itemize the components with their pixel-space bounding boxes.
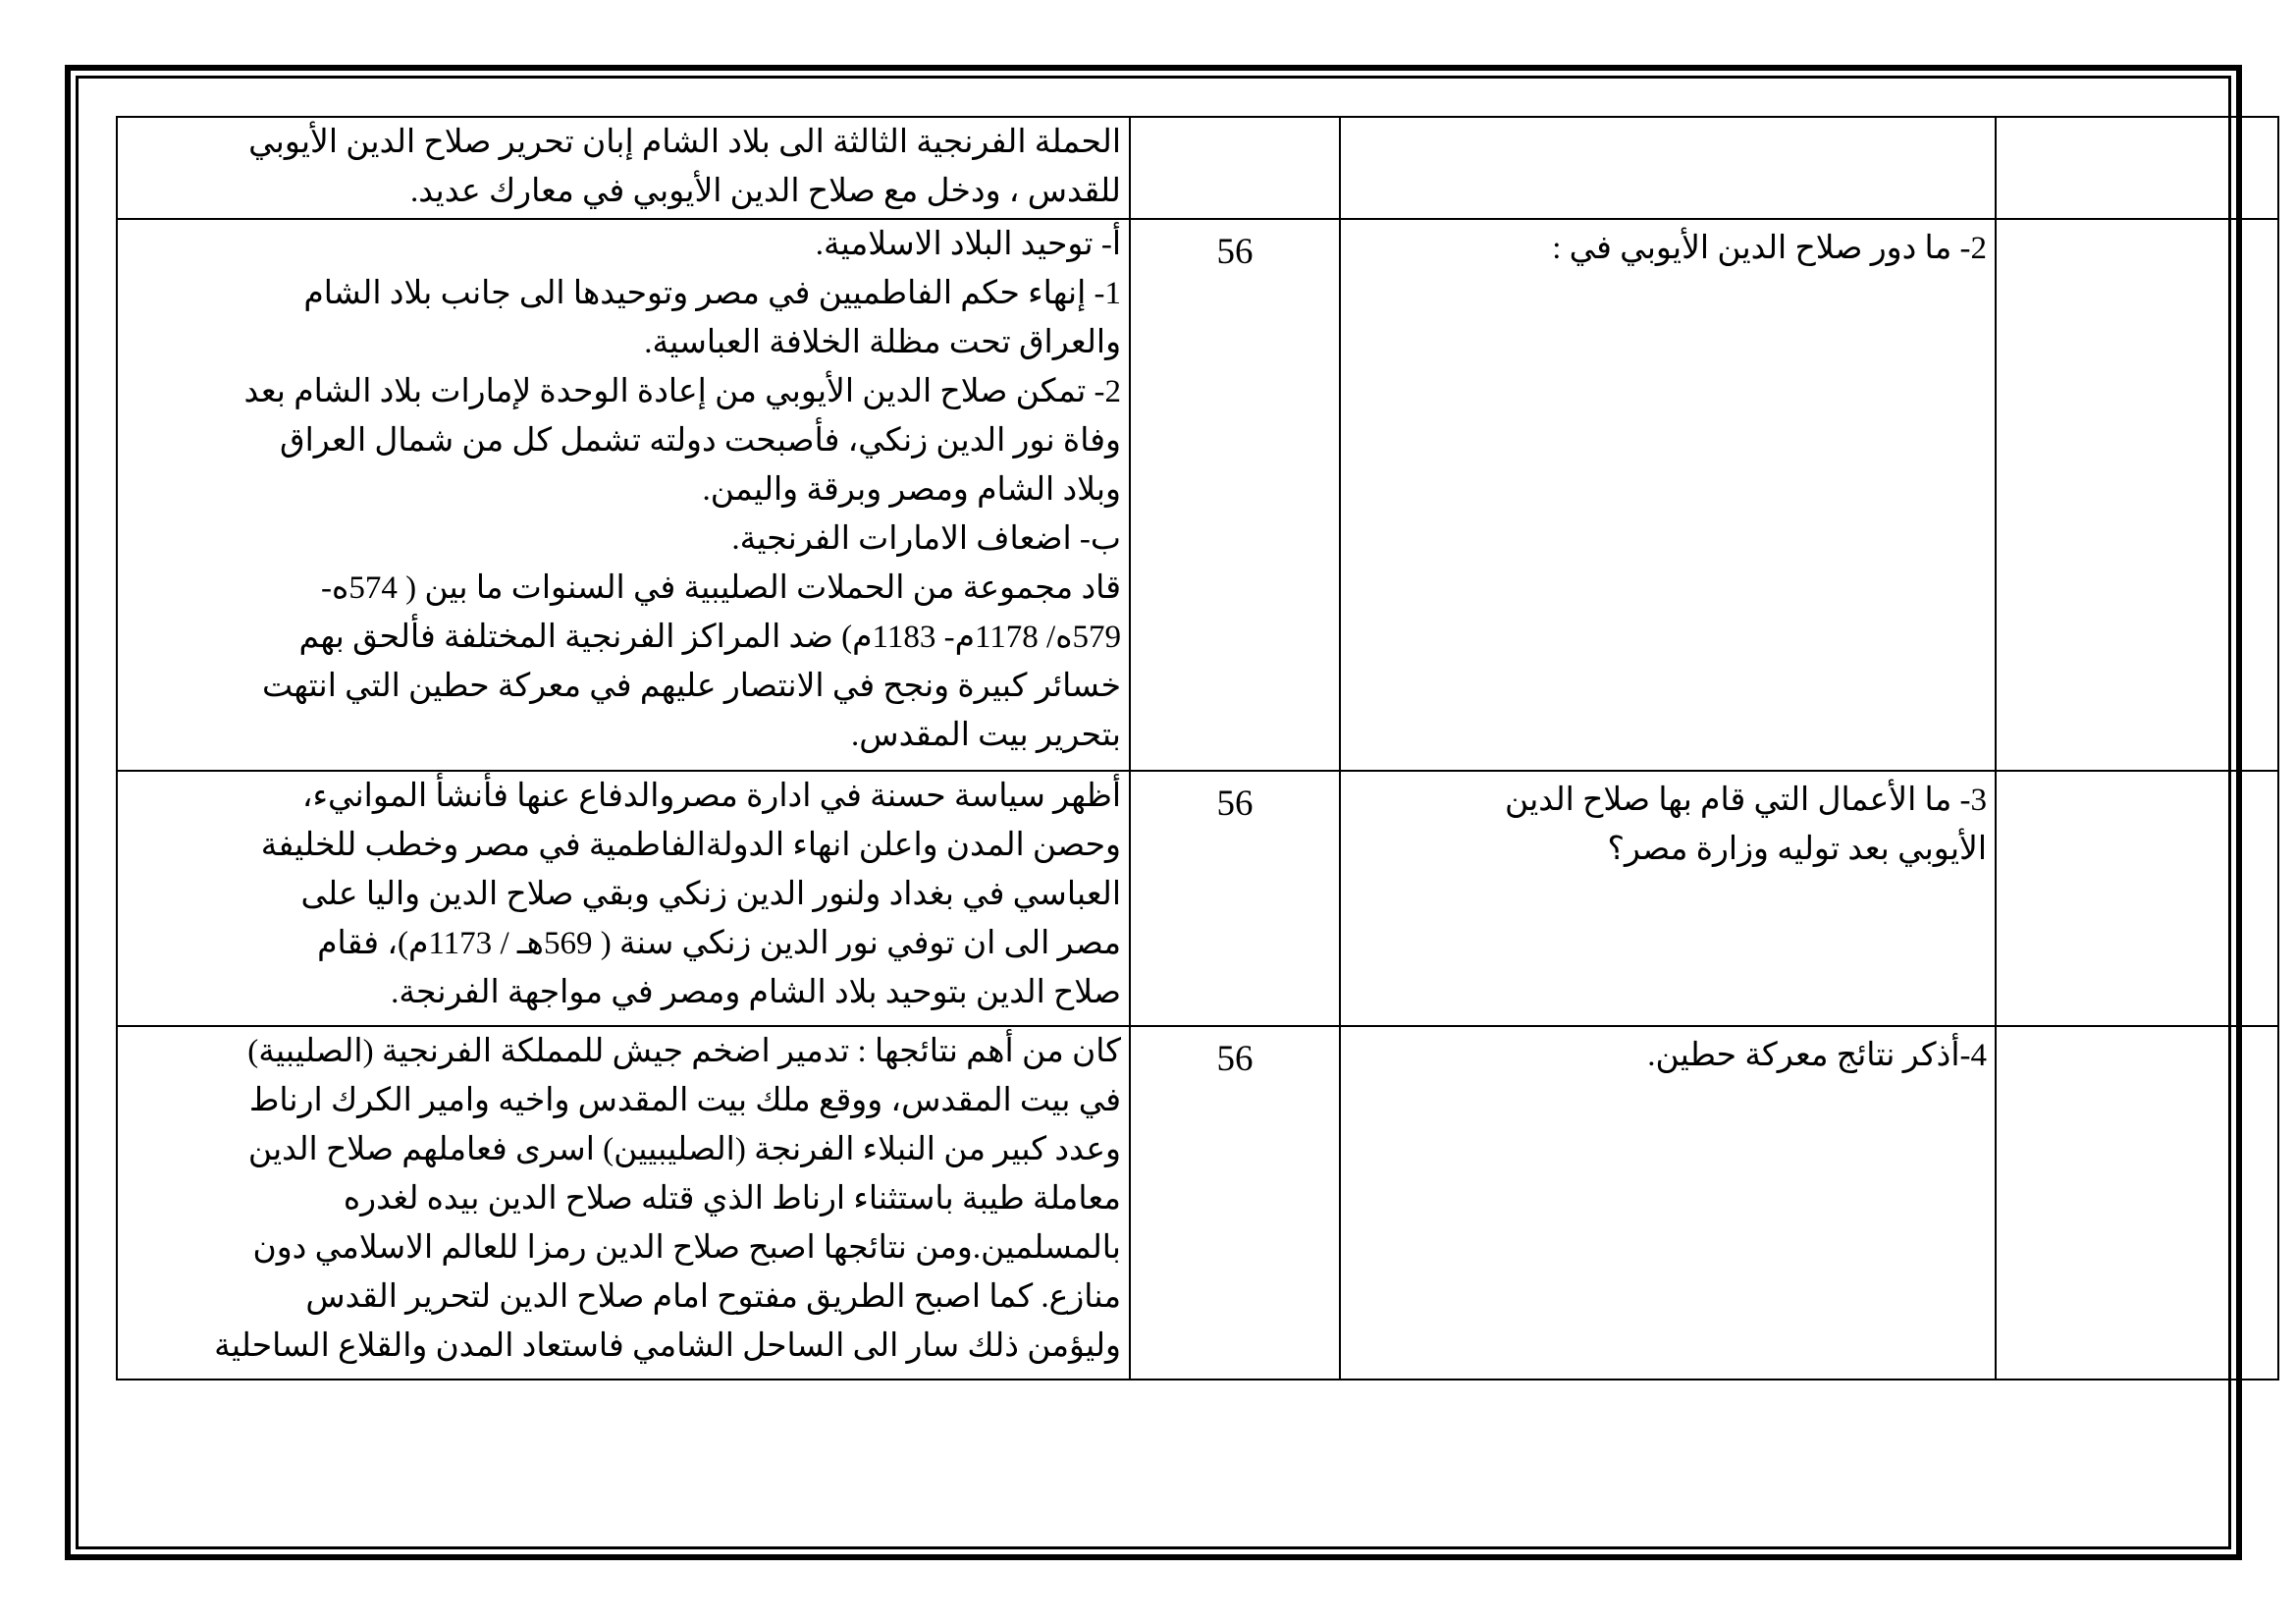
answer-cell <box>117 117 1130 219</box>
answer-line: وفاة نور الدين زنكي، فأصبحت دولته تشمل كل من شمال العراق <box>279 423 1121 459</box>
answer-line: للقدس ، ودخل مع صلاح الدين الأيوبي في معارك عديد. <box>409 174 1121 209</box>
answer-line: العباسي في بغداد ولنور الدين زنكي وبقي صلاح الدين واليا على <box>300 877 1121 912</box>
answer-line: خسائر كبيرة ونجح في الانتصار عليهم في معركة حطين التي انتهت <box>261 669 1121 704</box>
question-text: 3- ما الأعمال التي قام بها صلاح الدين <box>1504 783 1987 818</box>
question-text: 4-أذكر نتائج معركة حطين. <box>1647 1038 1987 1073</box>
answer-line: وعدد كبير من النبلاء الفرنجة (الصليبيين) اسرى فعاملهم صلاح الدين <box>247 1132 1121 1167</box>
table-row <box>117 1026 2278 1380</box>
answer-line: 579ه/ 1178م- 1183م) ضد المراكز الفرنجية المختلفة فألحق بهم <box>298 620 1121 655</box>
question-cell <box>1340 219 1996 771</box>
question-text: الأيوبي بعد توليه وزارة مصر؟ <box>1607 832 1987 867</box>
page-cell: 56 <box>1130 219 1340 771</box>
answers-table <box>116 116 2279 1380</box>
page-cell: 56 <box>1130 771 1340 1026</box>
row-number-cell <box>1996 1026 2278 1380</box>
answer-cell <box>117 219 1130 771</box>
page-cell <box>1130 117 1340 219</box>
question-cell <box>1340 1026 1996 1380</box>
answer-line: بالمسلمين.ومن نتائجها اصبح صلاح الدين رمزا للعالم الاسلامي دون <box>252 1230 1121 1266</box>
answer-line: أظهر سياسة حسنة في ادارة مصروالدفاع عنها فأنشأ الموانيء، <box>301 779 1121 814</box>
question-cell <box>1340 771 1996 1026</box>
answer-line: والعراق تحت مظلة الخلافة العباسية. <box>644 325 1121 360</box>
answer-line: 1- إنهاء حكم الفاطميين في مصر وتوحيدها الى جانب بلاد الشام <box>303 276 1121 311</box>
answer-line: 2- تمكن صلاح الدين الأيوبي من إعادة الوحدة لإمارات بلاد الشام بعد <box>243 374 1121 409</box>
answer-line: منازع. كما اصبح الطريق مفتوح امام صلاح الدين لتحرير القدس <box>305 1279 1121 1315</box>
answer-line: صلاح الدين بتوحيد بلاد الشام ومصر في مواجهة الفرنجة. <box>391 975 1121 1010</box>
answer-cell <box>117 1026 1130 1380</box>
answer-line: وليؤمن ذلك سار الى الساحل الشامي فاستعاد المدن والقلاع الساحلية <box>214 1328 1121 1364</box>
answer-line: في بيت المقدس، ووقع ملك بيت المقدس واخيه وامير الكرك ارناط <box>248 1083 1121 1118</box>
answer-line: معاملة طيبة باستثناء ارناط الذي قتله صلاح الدين بيده لغدره <box>343 1181 1121 1217</box>
answer-line: كان من أهم نتائجها : تدمير اضخم جيش للمملكة الفرنجية (الصليبية) <box>247 1034 1121 1069</box>
answer-line: مصر الى ان توفي نور الدين زنكي سنة ( 569هـ / 1173م)، فقام <box>317 926 1121 961</box>
row-number-cell <box>1996 771 2278 1026</box>
question-cell <box>1340 117 1996 219</box>
page-cell: 56 <box>1130 1026 1340 1380</box>
table-row <box>117 771 2278 1026</box>
table-row <box>117 219 2278 771</box>
question-text: 2- ما دور صلاح الدين الأيوبي في : <box>1552 231 1987 266</box>
row-number-cell <box>1996 219 2278 771</box>
answer-line: الحملة الفرنجية الثالثة الى بلاد الشام إبان تحرير صلاح الدين الأيوبي <box>248 125 1121 160</box>
answer-line: أ- توحيد البلاد الاسلامية. <box>815 227 1121 262</box>
table-row <box>117 117 2278 219</box>
row-number-cell <box>1996 117 2278 219</box>
answer-line: بتحرير بيت المقدس. <box>851 718 1121 753</box>
answer-cell <box>117 771 1130 1026</box>
answer-line: وحصن المدن واعلن انهاء الدولةالفاطمية في مصر وخطب للخليفة <box>260 828 1121 863</box>
answer-line: وبلاد الشام ومصر وبرقة واليمن. <box>702 472 1121 508</box>
answer-line: ب- اضعاف الامارات الفرنجية. <box>731 521 1121 557</box>
answer-line: قاد مجموعة من الحملات الصليبية في السنوات ما بين ( 574ه- <box>321 570 1121 606</box>
